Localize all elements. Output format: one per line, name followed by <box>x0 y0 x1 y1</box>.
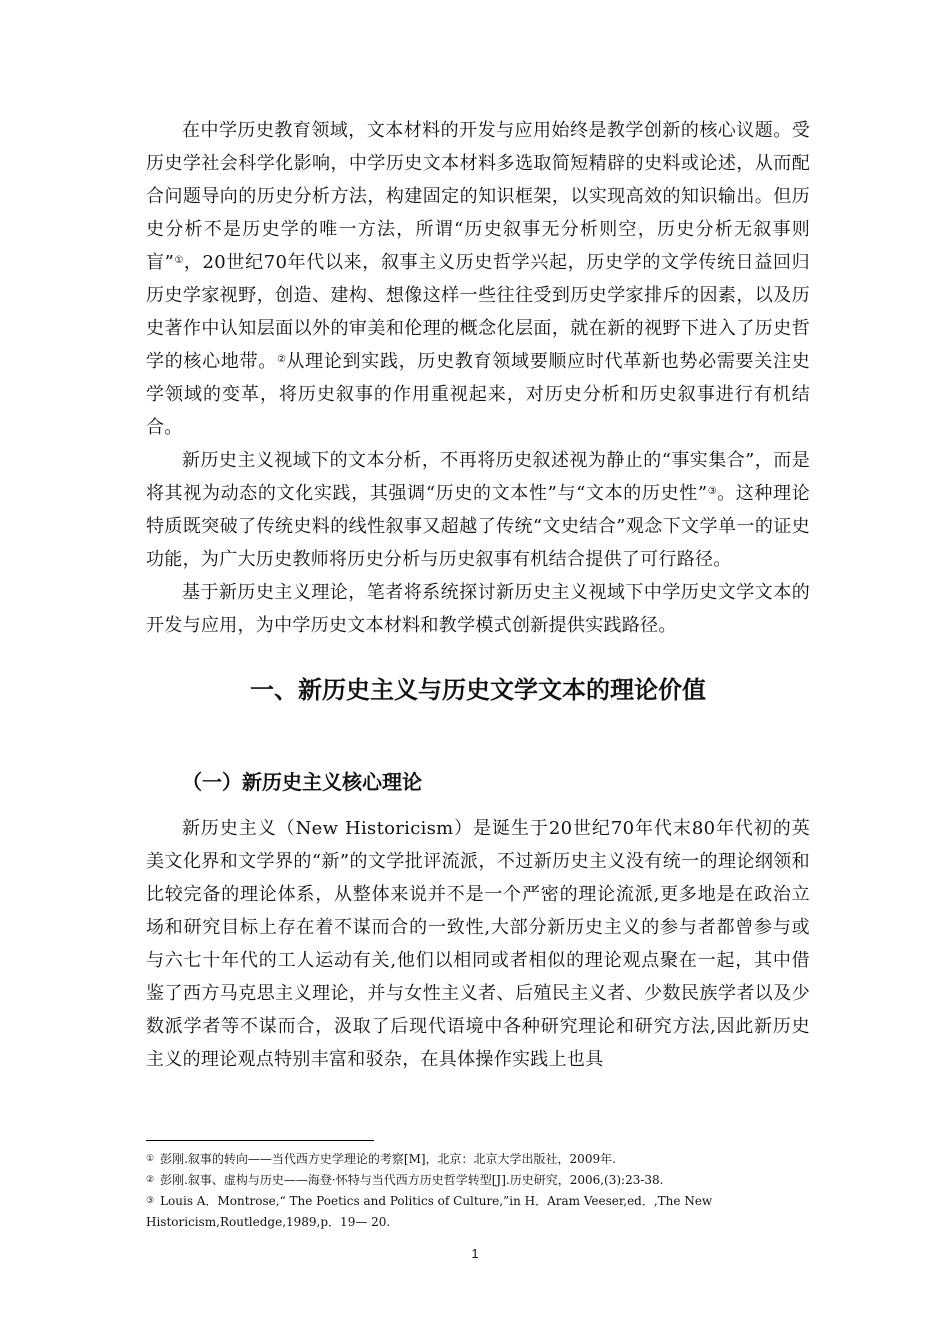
footnote-text: 彭刚.叙事、虚构与历史——海登·怀特与当代西方历史哲学转型[J].历史研究，2006,(3):23-38. <box>160 1173 664 1187</box>
subsection-heading: （一）新历史主义核心理论 <box>182 770 422 794</box>
paragraph-2-text: 新历史主义视域下的文本分析，不再将历史叙述视为静止的“事实集合”，而是将其视为动态的文化实践，其强调“历史的文本性”与“文本的历史性” <box>146 450 810 504</box>
page-number: 1 <box>471 1246 479 1261</box>
footnote-text: Louis A．Montrose,“ The Poetics and Politics of Culture,”in H．Aram Veeser,ed．,The New Historicism,Routledge,1989,p．19— 20. <box>146 1194 713 1229</box>
body-text <box>146 114 810 1076</box>
subsection-paragraph: 新历史主义（New Historicism）是诞生于20世纪70年代末80年代初的英美文化界和文学界的“新”的文学批评流派，不过新历史主义没有统一的理论纲领和比较完备的理论体系，从整体来说并不是一个严密的理论流派,更多地是在政治立场和研究目标上存在着不谋而合的一致性,大部分新历史主义的参与者都曾参与或与六七十年代的工人运动有关,他们以相同或者相似的理论观点聚在一起，其中借鉴了西方马克思主义理论，并与女性主义者、后殖民主义者、少数民族学者以及少数派学者等不谋而合，汲取了后现代语境中各种研究理论和研究方法,因此新历史主义的理论观点特别丰富和驳杂，在具体操作实践上也具 <box>146 818 810 1070</box>
footnote-3 <box>146 1191 810 1233</box>
paragraph-1-text-3: 从理论到实践，历史教育领域要顺应时代革新也势必需要关注史学领域的变革，将历史叙事的作用重视起来，对历史分析和历史叙事进行有机结合。 <box>146 351 811 438</box>
paragraph-2 <box>146 444 810 576</box>
paragraph-2-text-2: 。这种理论特质既突破了传统史料的线性叙事又超越了传统“文史结合”观念下文学单一的证史功能，为广大历史教师将历史分析与历史叙事有机结合提供了可行路径。 <box>146 483 811 570</box>
footnote-1 <box>146 1149 810 1170</box>
footnote-2 <box>146 1170 810 1191</box>
paragraph-1 <box>146 114 810 444</box>
paragraph-3: 基于新历史主义理论，笔者将系统探讨新历史主义视域下中学历史文学文本的开发与应用，为中学历史文本材料和教学模式创新提供实践路径。 <box>146 582 810 636</box>
footnote-ref-1[interactable]: ① <box>174 255 184 266</box>
footnotes <box>146 1149 810 1233</box>
footnote-mark: ② <box>146 1175 155 1185</box>
footnote-mark: ① <box>146 1154 155 1164</box>
footnote-ref-3[interactable]: ③ <box>707 486 718 497</box>
paragraph-1-text-2: ，20世纪70年代以来，叙事主义历史哲学兴起，历史学的文学传统日益回归历史学家视野，创造、建构、想像这样一些往往受到历史学家排斥的因素，以及历史著作中认知层面以外的审美和伦理的概念化层面，就在新的视野下进入了历史哲学的核心地带。 <box>146 252 810 372</box>
paragraph-1-text: 在中学历史教育领域，文本材料的开发与应用始终是教学创新的核心议题。受历史学社会科学化影响，中学历史文本材料多选取简短精辟的史料或论述，从而配合问题导向的历史分析方法，构建固定的知识框架，以实现高效的知识输出。但历史分析不是历史学的唯一方法，所谓“历史叙事无分析则空，历史分析无叙事则盲” <box>146 120 810 273</box>
footnote-text: 彭刚.叙事的转向——当代西方史学理论的考察[M]，北京：北京大学出版社，2009年. <box>160 1152 616 1166</box>
footnote-mark: ③ <box>146 1196 155 1206</box>
footnote-ref-2[interactable]: ② <box>277 354 287 365</box>
footnote-divider <box>146 1140 374 1141</box>
section-heading: 一、新历史主义与历史文学文本的理论价值 <box>250 676 706 704</box>
